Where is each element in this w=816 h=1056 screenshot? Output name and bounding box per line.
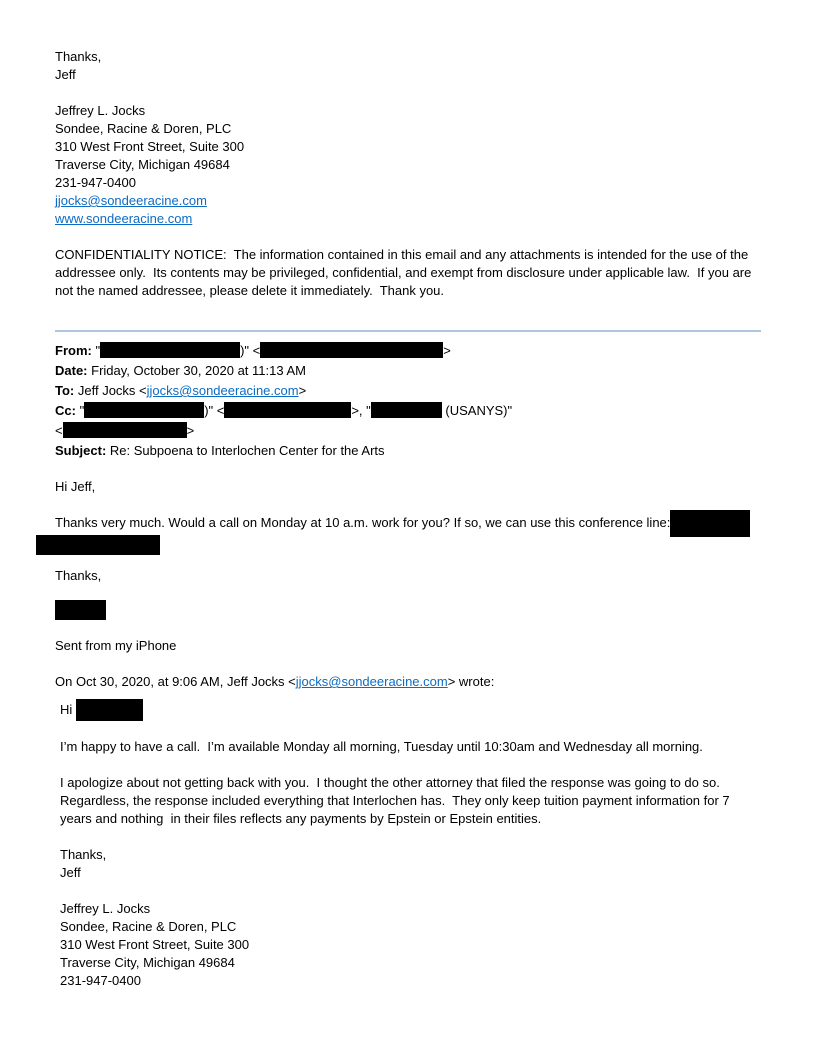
top-address-city: Traverse City, Michigan 49684: [55, 157, 230, 172]
from-close-bracket: >: [443, 343, 451, 358]
top-phone: 231-947-0400: [55, 175, 136, 190]
quoted-firm-name: Sondee, Racine & Doren, PLC: [60, 919, 237, 935]
blank-line: [55, 84, 765, 102]
quoted-message-block: [60, 701, 765, 990]
redaction-recipient-name: [76, 699, 143, 721]
sent-from-line: Sent from my iPhone: [55, 638, 177, 654]
blank-line: [60, 882, 765, 900]
quoted-signer-full-name: Jeffrey L. Jocks: [60, 901, 151, 917]
top-signer-first-name: Jeff: [55, 67, 76, 82]
redaction-from-email: [260, 342, 443, 358]
redaction-conference-line-2: [36, 535, 160, 555]
date-value: Friday, October 30, 2020 at 11:13 AM: [87, 363, 306, 378]
subject-value: Re: Subpoena to Interlochen Center for the Arts: [106, 443, 385, 458]
header-divider-line: [55, 330, 761, 332]
reply-body-text: Thanks very much. Would a call on Monday at 10 a.m. work for you? If so, we can use this conference line:: [55, 515, 671, 530]
redaction-cc-name-2: [371, 402, 442, 418]
redaction-cc-name-1: [84, 402, 204, 418]
email-header-block: [55, 341, 765, 461]
quoted-paragraph-2: I apologize about not getting back with you. I thought the other attorney that filed the response was going to do so. Regardless, the response included everything that Interlochen has. They only keep tuition payment information for 7 years and nothing in their files reflects any payments by Epstein or Epstein entities.: [60, 775, 734, 827]
quoted-address-street: 310 West Front Street, Suite 300: [60, 937, 250, 953]
redaction-conference-line-1: [670, 510, 750, 537]
to-label: To:: [55, 383, 75, 398]
to-close-bracket: >: [298, 383, 307, 398]
to-line: [55, 381, 765, 401]
blank-line: [60, 720, 765, 738]
cc-mid-text-2: >, ": [351, 403, 371, 418]
from-open-quote: ": [91, 343, 101, 358]
subject-line: [55, 441, 765, 461]
cc-label: Cc:: [55, 403, 76, 418]
quote-attribution-prefix: On Oct 30, 2020, at 9:06 AM, Jeff Jocks <: [55, 674, 296, 690]
quoted-greeting-line: [60, 701, 765, 720]
from-line: [55, 341, 765, 361]
cc-continuation-line: [55, 421, 765, 441]
quoted-address-city: Traverse City, Michigan 49684: [60, 955, 235, 971]
from-mid-text: )" <: [240, 343, 261, 358]
blank-line: [60, 828, 765, 846]
subject-label: Subject:: [55, 443, 107, 458]
quote-attribution-suffix: > wrote:: [447, 674, 495, 690]
confidentiality-notice: CONFIDENTIALITY NOTICE: The information contained in this email and any attachments is intended for the use of the addressee only. Its contents may be privileged, confidential, and exempt from disclosure under applicable law. If you are not the named addressee, please delete it immediately. Thank you.: [55, 247, 755, 298]
to-recipient-name: Jeff Jocks <: [74, 383, 147, 398]
redaction-cc-email-1: [224, 402, 351, 418]
cc-usanys-text: (USANYS)": [441, 403, 513, 418]
reply-closing: Thanks,: [55, 568, 102, 584]
signature-website-link[interactable]: www.sondeeracine.com: [55, 211, 193, 226]
quoted-paragraph-1: I’m happy to have a call. I’m available Monday all morning, Tuesday until 10:30am and Wednesday all morning.: [60, 739, 703, 755]
top-signer-full-name: Jeffrey L. Jocks: [55, 103, 146, 118]
top-email-line: [55, 192, 765, 210]
blank-line: [55, 228, 765, 246]
blank-line: [55, 655, 765, 673]
top-closing: Thanks,: [55, 49, 102, 64]
blank-line: [60, 756, 765, 774]
quoted-closing: Thanks,: [60, 847, 107, 863]
quoted-phone: 231-947-0400: [60, 973, 141, 989]
to-email-link[interactable]: jjocks@sondeeracine.com: [146, 383, 299, 398]
blank-line: [55, 496, 765, 514]
quoted-greeting-prefix: Hi: [60, 702, 76, 718]
top-firm-name: Sondee, Racine & Doren, PLC: [55, 121, 232, 136]
cc-line: [55, 401, 765, 421]
date-line: [55, 361, 765, 381]
signature-email-link[interactable]: jjocks@sondeeracine.com: [55, 193, 207, 208]
reply-greeting: Hi Jeff,: [55, 479, 96, 494]
cc-mid-text-1: )" <: [204, 403, 225, 418]
date-label: Date:: [55, 363, 88, 378]
cc-open-quote: ": [75, 403, 85, 418]
quote-attribution-line: [55, 673, 765, 691]
from-label: From:: [55, 343, 92, 358]
quote-email-link[interactable]: jjocks@sondeeracine.com: [295, 674, 448, 690]
reply-body-paragraph: [55, 514, 761, 532]
cc2-close-bracket: >: [186, 423, 195, 438]
top-website-line: [55, 210, 765, 228]
quoted-signer-first-name: Jeff: [60, 865, 81, 881]
top-address-street: 310 West Front Street, Suite 300: [55, 139, 245, 154]
redaction-from-name: [100, 342, 240, 358]
redaction-sender-name: [55, 600, 106, 620]
redaction-cc-email-2: [63, 422, 187, 438]
cc2-open-bracket: <: [55, 423, 63, 438]
